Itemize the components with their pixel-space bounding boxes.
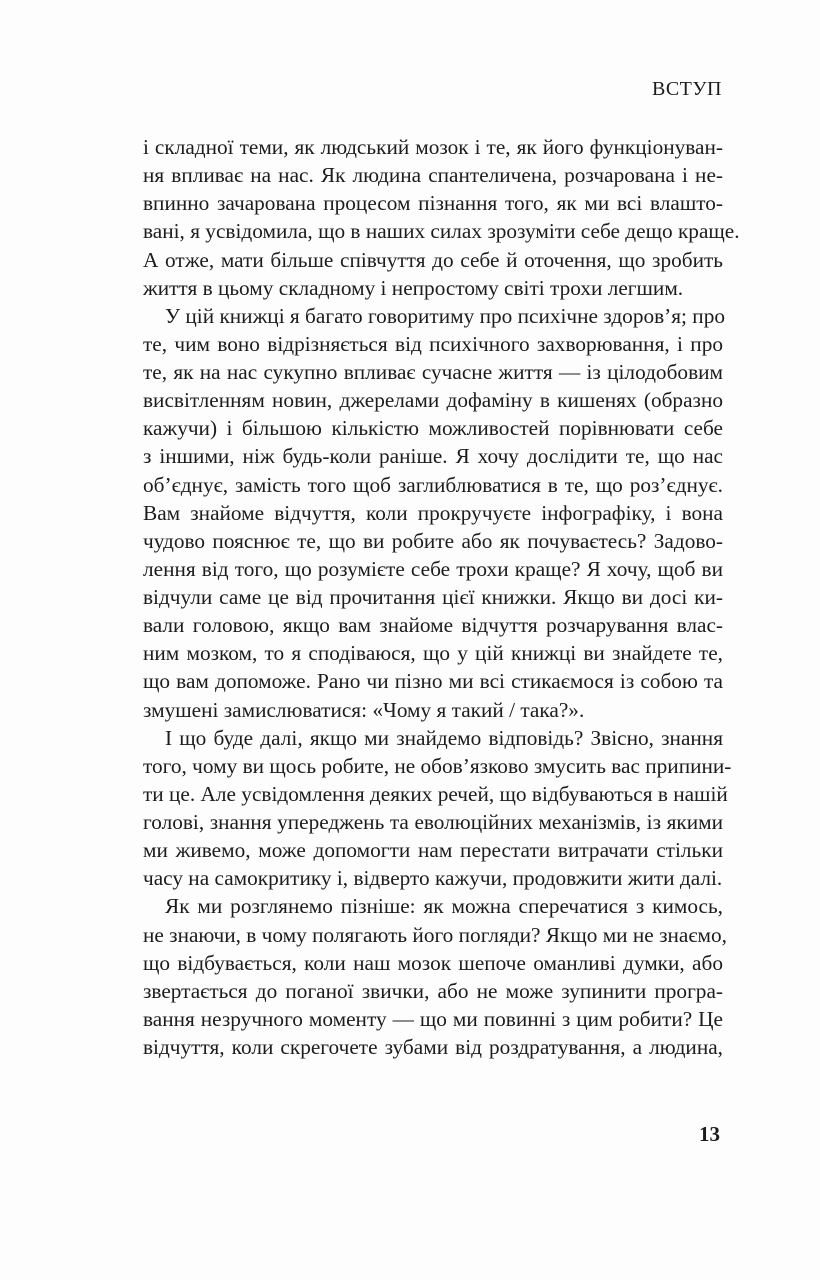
body-text: [143, 133, 740, 1061]
text-line: об’єднує, замість того щоб заглиблюватися в те, що роз’єднує.: [143, 472, 723, 497]
text-line: не знаючи, в чому полягають його погляди? Якщо ми не знаємо,: [143, 922, 727, 947]
text-line: У цій книжці я багато говоритиму про психічне здоров’я; про: [165, 303, 725, 328]
text-line: те, чим воно відрізняється від психічного захворювання, і про: [143, 331, 723, 356]
text-line: Як ми розглянемо пізніше: як можна сперечатися з кимось,: [165, 894, 723, 919]
text-line: кажучи) і більшою кількістю можливостей порівнювати себе: [143, 416, 723, 441]
text-line: А отже, мати більше співчуття до себе й оточення, що зробить: [143, 247, 723, 272]
text-line: ми живемо, може допомогти нам перестати витрачати стільки: [143, 838, 723, 863]
text-line: висвітленням новин, джерелами дофаміну в кишенях (образно: [143, 388, 723, 413]
text-line: відчули саме це від прочитання цієї книжки. Якщо ви досі ки-: [143, 585, 723, 609]
paragraph: [143, 724, 732, 893]
paragraph: [143, 133, 740, 302]
text-line: життя в цьому складному і непростому світі трохи легшим.: [143, 275, 684, 300]
text-line: звертається до поганої звички, або не може зупинити програ-: [143, 978, 723, 1003]
paragraph: [143, 892, 727, 1061]
text-line: лення від того, що розумієте себе трохи краще? Я хочу, щоб ви: [143, 556, 723, 581]
text-line: І що буде далі, якщо ми знайдемо відповідь? Звісно, знання: [165, 725, 723, 750]
text-line: з іншими, ніж будь-коли раніше. Я хочу дослідити те, що нас: [143, 444, 723, 469]
page-number: 13: [699, 1122, 720, 1146]
text-line: ти це. Але усвідомлення деяких речей, що відбуваються в нашій: [143, 781, 728, 806]
text-line: голові, знання упереджень та еволюційних механізмів, із якими: [143, 810, 723, 834]
text-line: часу на самокритику і, відверто кажучи, продовжити жити далі.: [143, 866, 723, 891]
text-line: ня впливає на нас. Як людина спантеличена, розчарована і не-: [143, 163, 723, 188]
text-line: ним мозком, то я сподіваюся, що у цій книжці ви знайдете те,: [143, 641, 723, 666]
text-line: чудово пояснює те, що ви робите або як почуваєтесь? Задово-: [143, 528, 723, 553]
paragraph: [143, 302, 723, 724]
text-line: вання незручного моменту — що ми повинні з цим робити? Це: [143, 1006, 723, 1031]
text-line: впинно зачарована процесом пізнання того, як ми всі влашто-: [143, 191, 723, 216]
text-line: що вам допоможе. Рано чи пізно ми всі стикаємося із собою та: [143, 669, 723, 694]
text-line: того, чому ви щось робите, не обов’язково змусить вас припини-: [143, 753, 732, 778]
text-line: те, як на нас сукупно впливає сучасне життя — із цілодобовим: [143, 360, 723, 384]
text-line: вані, я усвідомила, що в наших силах зрозуміти себе дещо краще.: [143, 219, 740, 244]
text-line: і складної теми, як людський мозок і те, як його функціонуван-: [143, 135, 723, 159]
running-header: ВСТУП: [652, 78, 722, 100]
text-line: вали головою, якщо вам знайоме відчуття розчарування влас-: [143, 613, 723, 638]
text-line: що відбувається, коли наш мозок шепоче оманливі думки, або: [143, 950, 723, 975]
text-line: Вам знайоме відчуття, коли прокручуєте інфографіку, і вона: [143, 500, 723, 525]
text-line: змушені замислюватися: «Чому я такий / така?».: [143, 697, 585, 722]
text-line: відчуття, коли скрегочете зубами від роздратування, а людина,: [143, 1035, 723, 1059]
